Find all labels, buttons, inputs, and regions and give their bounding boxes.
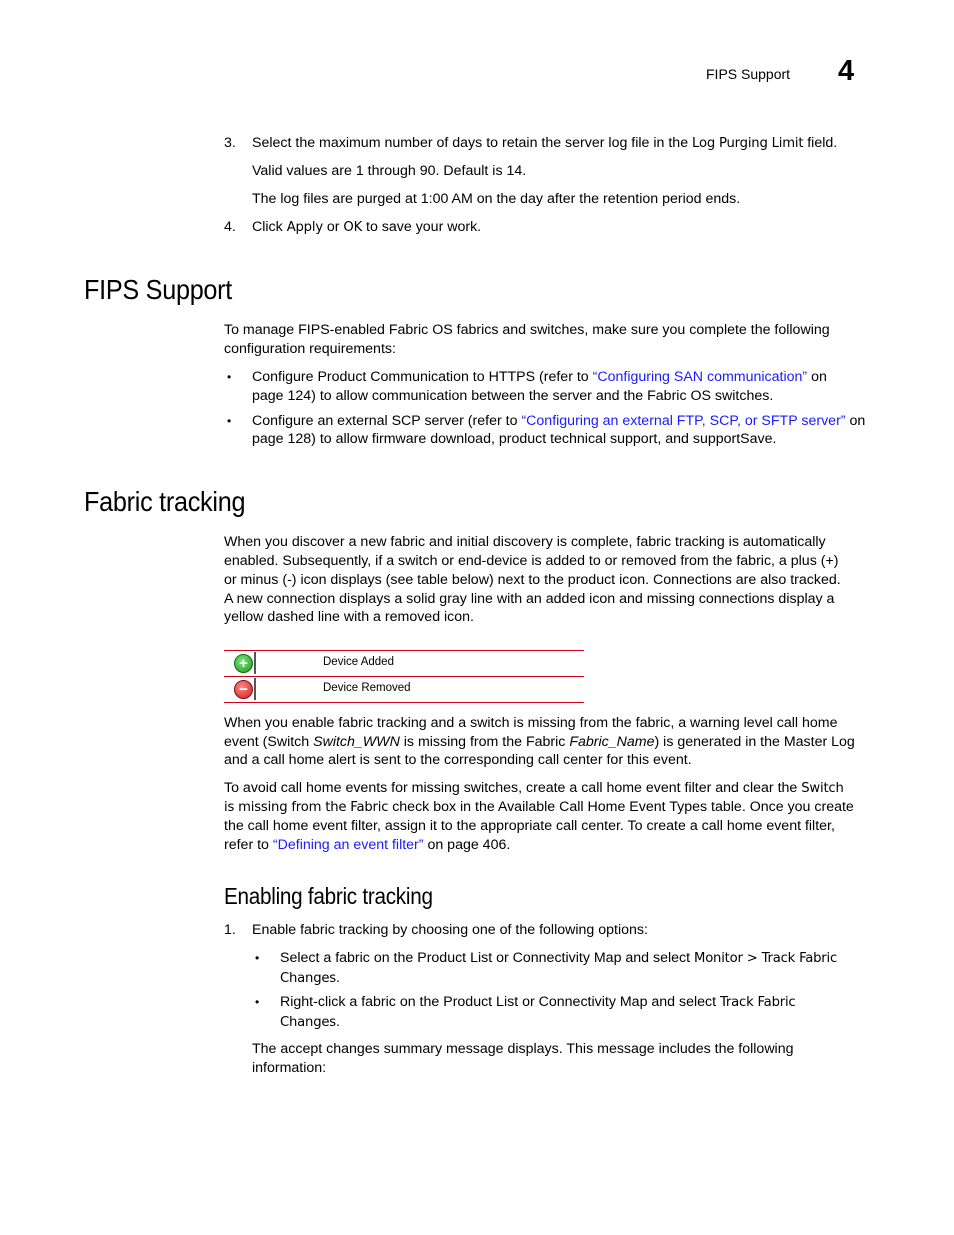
enable-bullet-1: Select a fabric on the Product List or Connectivity Map and select Monitor > Track Fabric <box>280 950 838 966</box>
defining-event-filter-link[interactable]: “Defining an event filter” <box>272 837 424 853</box>
fabric-para-2-line-1: When you enable fabric tracking and a switch is missing from the fabric, a warning level call home <box>224 715 838 731</box>
chapter-number: 4 <box>838 55 855 87</box>
enable-bullet-2-line-2: Changes. <box>280 1014 340 1030</box>
icon-divider <box>254 678 256 700</box>
running-header-title: FIPS Support <box>706 66 791 82</box>
device-removed-label: Device Removed <box>323 682 411 694</box>
fabric-tracking-heading: Fabric tracking <box>84 486 246 517</box>
device-added-label: Device Added <box>323 656 394 668</box>
step-4-text: Click Apply or OK to save your work. <box>252 219 482 235</box>
summary-line-2: information: <box>252 1060 327 1076</box>
configuring-external-server-link[interactable]: “Configuring an external FTP, SCP, or SFTP server” <box>521 413 846 429</box>
fabric-icon-table <box>224 650 584 703</box>
bullet-icon: • <box>227 370 232 384</box>
fips-bullet-2-line-2: page 128) to allow firmware download, product technical support, and supportSave. <box>252 431 777 447</box>
fips-intro-line-1: To manage FIPS-enabled Fabric OS fabrics and switches, make sure you complete the following <box>224 322 830 338</box>
bullet-icon: • <box>227 414 232 428</box>
fips-support-heading: FIPS Support <box>84 274 233 305</box>
purge-time-note: The log files are purged at 1:00 AM on the day after the retention period ends. <box>252 191 741 207</box>
fabric-para-1-line-1: When you discover a new fabric and initial discovery is complete, fabric tracking is automatically <box>224 534 826 550</box>
enable-bullet-2: Right-click a fabric on the Product List or Connectivity Map and select Track Fabric <box>280 994 796 1010</box>
summary-line-1: The accept changes summary message displays. This message includes the following <box>252 1041 794 1057</box>
minus-circle-icon: − <box>234 680 253 699</box>
fips-bullet-2: Configure an external SCP server (refer to “Configuring an external FTP, SCP, or SFTP server” on <box>252 413 866 429</box>
fips-intro-line-2: configuration requirements: <box>224 341 396 357</box>
plus-circle-icon: + <box>234 654 253 673</box>
fabric-para-3-line-1: To avoid call home events for missing switches, create a call home event filter and clear the Switch <box>224 780 844 796</box>
fabric-para-1-line-5: yellow dashed line with a removed icon. <box>224 609 474 625</box>
icon-divider <box>254 652 256 674</box>
fips-bullet-1: Configure Product Communication to HTTPS (refer to “Configuring SAN communication” on <box>252 369 827 385</box>
table-row <box>224 650 584 676</box>
bullet-icon: • <box>255 951 260 965</box>
fabric-para-3-line-3: the call home event filter, assign it to the appropriate call center. To create a call home event filter, <box>224 818 835 834</box>
ok-button-name: OK <box>343 220 363 235</box>
log-purging-limit-field-name: Log Purging Limit <box>692 136 804 151</box>
fabric-para-2-line-2: event (Switch Switch_WWN is missing from the Fabric Fabric_Name) is generated in the Master Log <box>224 734 855 750</box>
enable-step-1-number: 1. <box>224 922 236 938</box>
fabric-para-1-line-2: enabled. Subsequently, if a switch or end-device is added to or removed from the fabric, a plus (+) <box>224 553 839 569</box>
step-3-text: Select the maximum number of days to retain the server log file in the Log Purging Limit field. <box>252 135 838 151</box>
enabling-fabric-tracking-heading: Enabling fabric tracking <box>224 883 433 909</box>
bullet-icon: • <box>255 995 260 1009</box>
step-4-number: 4. <box>224 219 236 235</box>
apply-button-name: Apply <box>286 220 323 235</box>
fabric-para-1-line-4: A new connection displays a solid gray line with an added icon and missing connections display a <box>224 591 835 607</box>
step-3-number: 3. <box>224 135 236 151</box>
enable-bullet-1-line-2: Changes. <box>280 970 340 986</box>
fabric-para-2-line-3: and a call home alert is sent to the corresponding call center for this event. <box>224 752 692 768</box>
table-row <box>224 676 584 703</box>
valid-values-note: Valid values are 1 through 90. Default is 14. <box>252 163 527 179</box>
fabric-para-3-line-4: refer to “Defining an event filter” on page 406. <box>224 837 511 853</box>
fabric-para-3-line-2: is missing from the Fabric check box in the Available Call Home Event Types table. Once you create <box>224 799 854 815</box>
enable-step-1-text: Enable fabric tracking by choosing one of the following options: <box>252 922 648 938</box>
fips-bullet-1-line-2: page 124) to allow communication between the server and the Fabric OS switches. <box>252 388 774 404</box>
configuring-san-communication-link[interactable]: “Configuring SAN communication” <box>592 369 808 385</box>
fabric-para-1-line-3: or minus (-) icon displays (see table below) next to the product icon. Connections are also tracked. <box>224 572 841 588</box>
